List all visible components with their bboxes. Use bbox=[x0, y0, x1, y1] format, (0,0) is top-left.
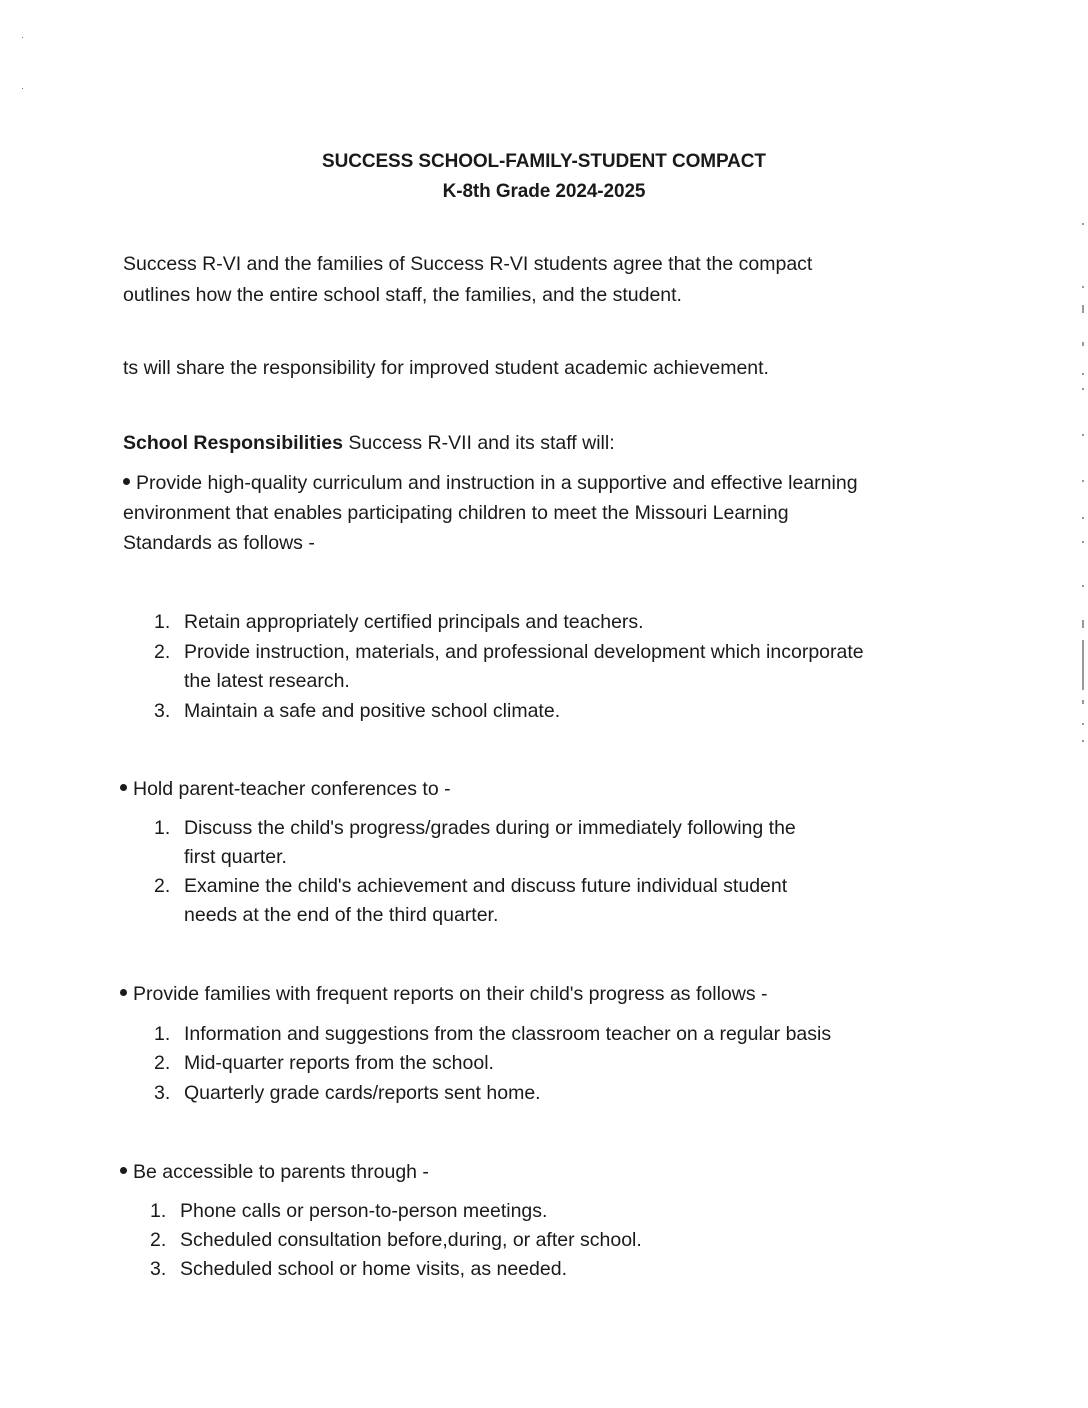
list-number: 2. bbox=[154, 641, 171, 663]
list-text: Retain appropriately certified principals and teachers. bbox=[184, 611, 644, 633]
list-text: Scheduled school or home visits, as needed. bbox=[180, 1258, 567, 1280]
list-text: Scheduled consultation before,during, or after school. bbox=[180, 1229, 642, 1251]
section-heading: School Responsibilities bbox=[123, 432, 343, 454]
bullet-icon bbox=[120, 1167, 127, 1174]
scan-edge-mark bbox=[1082, 700, 1084, 704]
list-text-continued: first quarter. bbox=[184, 846, 287, 868]
list-number: 3. bbox=[150, 1258, 167, 1280]
bullet-conferences bbox=[120, 775, 451, 805]
scan-edge-mark bbox=[1082, 342, 1084, 346]
list-number: 2. bbox=[154, 1052, 171, 1074]
section-heading-suffix: Success R-VII and its staff will: bbox=[342, 432, 615, 454]
title-block bbox=[0, 147, 1088, 207]
scan-edge-mark bbox=[1082, 517, 1084, 519]
scan-edge-mark bbox=[1082, 434, 1084, 436]
intro-line-2: outlines how the entire school staff, the families, and the student. bbox=[123, 284, 682, 306]
list-text: Mid-quarter reports from the school. bbox=[184, 1052, 494, 1074]
scan-edge-mark bbox=[1082, 305, 1084, 313]
list-text: Examine the child's achievement and discuss future individual student bbox=[184, 875, 788, 897]
bullet-icon bbox=[120, 989, 127, 996]
scan-edge-mark bbox=[1082, 541, 1084, 543]
list-text: Phone calls or person-to-person meetings. bbox=[180, 1200, 548, 1222]
bullet-icon bbox=[123, 478, 130, 485]
scan-edge-mark bbox=[1082, 223, 1084, 225]
bullet-curriculum-line-3: Standards as follows - bbox=[123, 532, 315, 554]
bullet-curriculum-line-2: environment that enables participating children to meet the Missouri Learning bbox=[123, 502, 789, 524]
list-text: Information and suggestions from the classroom teacher on a regular basis bbox=[184, 1023, 832, 1045]
scan-edge-mark bbox=[1082, 480, 1084, 482]
scan-edge-mark bbox=[1082, 640, 1084, 690]
list-text: Maintain a safe and positive school climate. bbox=[184, 700, 561, 722]
list-number: 1. bbox=[150, 1200, 167, 1222]
scan-edge-mark bbox=[1082, 723, 1084, 725]
list-number: 1. bbox=[154, 1023, 171, 1045]
scan-edge-mark bbox=[1082, 388, 1084, 390]
intro-fragment: ts will share the responsibility for improved student academic achievement. bbox=[123, 357, 769, 379]
list-text: Discuss the child's progress/grades during or immediately following the bbox=[184, 817, 796, 839]
bullet-icon bbox=[120, 784, 127, 791]
list-text: Quarterly grade cards/reports sent home. bbox=[184, 1082, 541, 1104]
bullet-text: Provide families with frequent reports on their child's progress as follows - bbox=[133, 983, 768, 1005]
scan-edge-mark bbox=[1082, 620, 1084, 628]
list-number: 3. bbox=[154, 700, 171, 722]
list-number: 2. bbox=[150, 1229, 167, 1251]
bullet-reports bbox=[120, 980, 768, 1010]
scan-edge-mark bbox=[1082, 585, 1084, 587]
list-number: 3. bbox=[154, 1082, 171, 1104]
list-text-continued: the latest research. bbox=[184, 670, 350, 692]
list-text-continued: needs at the end of the third quarter. bbox=[184, 904, 499, 926]
bullet-text: Provide high-quality curriculum and instruction in a supportive and effective learning bbox=[136, 472, 858, 494]
list-number: 2. bbox=[154, 875, 171, 897]
list-number: 1. bbox=[154, 817, 171, 839]
list-text: Provide instruction, materials, and professional development which incorporate bbox=[184, 641, 864, 663]
bullet-curriculum bbox=[123, 469, 858, 499]
scan-edge-mark bbox=[1082, 373, 1084, 375]
scan-speck bbox=[22, 88, 23, 89]
scan-edge-mark bbox=[1082, 740, 1084, 742]
bullet-text: Hold parent-teacher conferences to - bbox=[133, 778, 451, 800]
document-subtitle: K-8th Grade 2024-2025 bbox=[442, 181, 646, 202]
school-responsibilities-heading-line bbox=[123, 429, 615, 459]
scan-speck bbox=[22, 37, 23, 38]
bullet-text: Be accessible to parents through - bbox=[133, 1161, 429, 1183]
intro-line-1: Success R-VI and the families of Success R-VI students agree that the compact bbox=[123, 253, 813, 275]
list-number: 1. bbox=[154, 611, 171, 633]
scan-edge-mark bbox=[1082, 286, 1084, 288]
bullet-accessible bbox=[120, 1158, 429, 1188]
document-title: SUCCESS SCHOOL-FAMILY-STUDENT COMPACT bbox=[322, 151, 766, 172]
